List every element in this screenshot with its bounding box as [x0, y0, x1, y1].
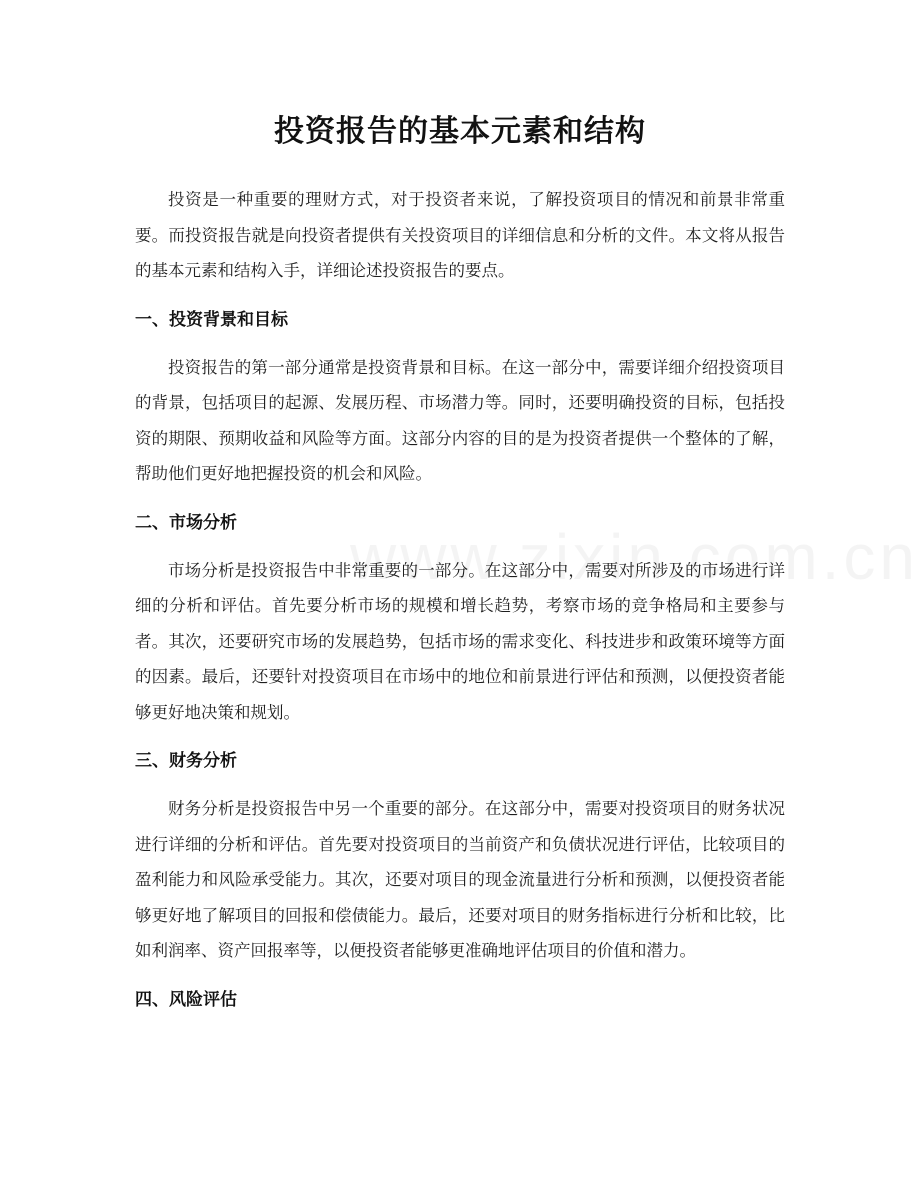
section-heading-background: 一、投资背景和目标: [135, 309, 288, 330]
section-heading-finance: 三、财务分析: [135, 751, 237, 771]
section-body-finance: 财务分析是投资报告中另一个重要的部分。在这部分中，需要对投资项目的财务状况进行详细的分析和评估。首先要对投资项目的当前资产和负债状况进行评估，比较项目的盈利能力和风险承受能力。其次，还要对项目的现金流量进行分析和预测，以便投资者能够更好地了解项目的回报和偿债能力。最后，还要对项目的财务指标进行分析和比较，比如利润率、资产回报率等，以便投资者能够更准确地评估项目的价值和潜力。: [135, 799, 785, 960]
section-heading-market: 二、市场分析: [135, 512, 237, 533]
section-body-background: 投资报告的第一部分通常是投资背景和目标。在这一部分中，需要详细介绍投资项目的背景，包括项目的起源、发展历程、市场潜力等。同时，还要明确投资的目标，包括投资的期限、预期收益和风险等方面。这部分内容的目的是为投资者提供一个整体的了解，帮助他们更好地把握投资的机会和风险。: [135, 357, 785, 483]
document-title: 投资报告的基本元素和结构: [274, 114, 646, 149]
intro-paragraph: 投资是一种重要的理财方式，对于投资者来说，了解投资项目的情况和前景非常重要。而投资报告就是向投资者提供有关投资项目的详细信息和分析的文件。本文将从报告的基本元素和结构入手，详细论述投资报告的要点。: [135, 190, 785, 280]
section-heading-risk: 四、风险评估: [135, 989, 237, 1010]
section-body-market: 市场分析是投资报告中非常重要的一部分。在这部分中，需要对所涉及的市场进行详细的分析和评估。首先要分析市场的规模和增长趋势，考察市场的竞争格局和主要参与者。其次，还要研究市场的发展趋势，包括市场的需求变化、科技进步和政策环境等方面的因素。最后，还要针对投资项目在市场中的地位和前景进行评估和预测，以便投资者能够更好地决策和规划。: [135, 560, 785, 722]
